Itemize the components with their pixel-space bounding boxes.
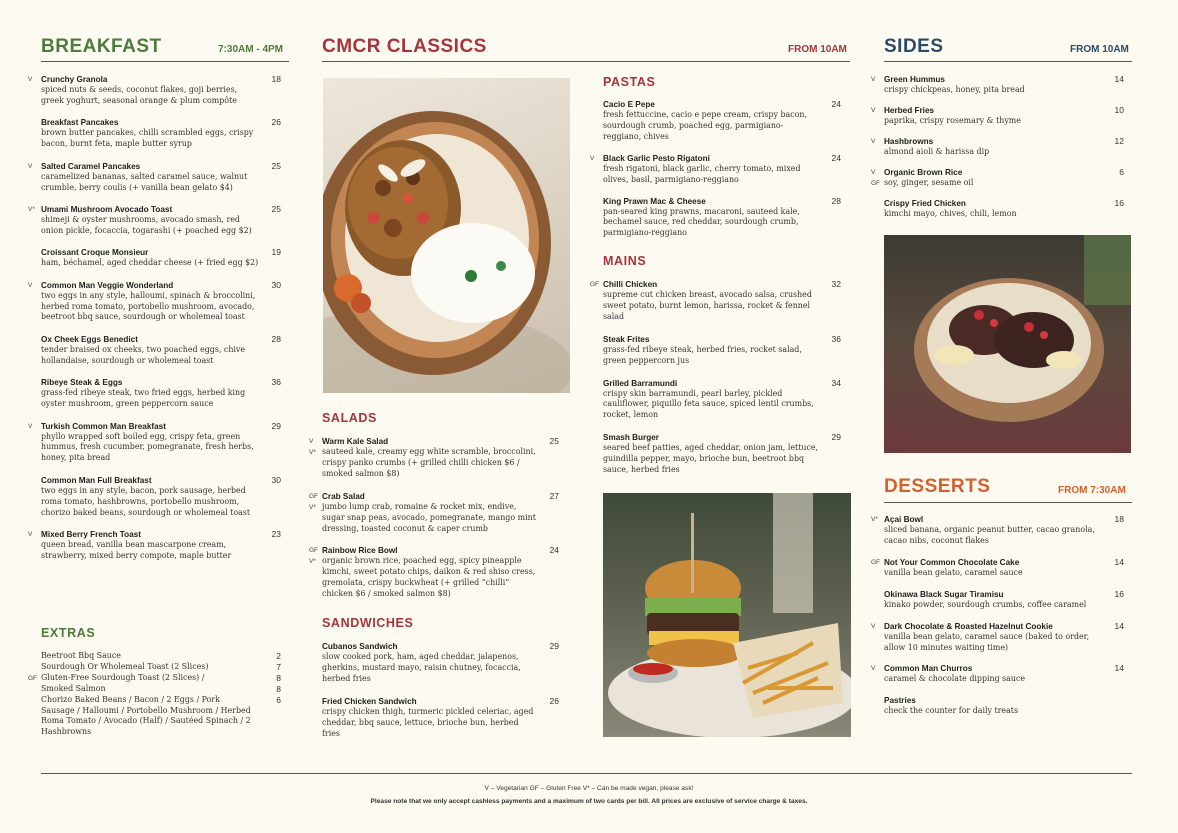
item-price: 14 <box>1114 620 1124 631</box>
legend-text: V – Vegetarian GF – Gluten Free V* – Can be made vegan, please ask! <box>484 785 694 792</box>
dietary-tag: GF <box>871 179 881 187</box>
dietary-tag: V <box>871 106 876 114</box>
extras-price: 2 <box>276 651 281 661</box>
sandwiches-title: SANDWICHES <box>322 616 414 630</box>
item-description: pan-seared king prawns, macaroni, sauteed kale, bechamel sauce, red cheddar, sourdough crumb, parmigiano-reggiano <box>603 206 800 238</box>
item-name: Steak Frites <box>603 334 650 344</box>
menu-item <box>590 152 841 186</box>
item-description: fresh fettuccine, cacio e pepe cream, crispy bacon, sourdough crumb, poached egg, parmigiano-reggiano, chives <box>603 110 807 141</box>
item-name: Mixed Berry French Toast <box>41 529 141 539</box>
dietary-tag: GF <box>309 547 319 555</box>
item-name: Chilli Chicken <box>603 280 658 289</box>
mains-list <box>590 279 841 487</box>
item-price: 28 <box>271 333 281 344</box>
item-name: Dark Chocolate & Roasted Hazelnut Cookie <box>884 621 1053 631</box>
item-description: fresh rigatoni, black garlic, cherry tomato, mixed olives, basil, parmigiano-reggiano <box>603 163 801 184</box>
item-price: 24 <box>831 99 841 109</box>
menu-item <box>28 203 281 237</box>
item-name: Black Garlic Pesto Rigatoni <box>603 153 710 163</box>
item-name: Herbed Fries <box>884 105 935 115</box>
item-description: caramel & chocolate dipping sauce <box>884 674 1026 684</box>
item-description: ham, béchamel, aged cheddar cheese (+ fried egg $2) <box>41 258 259 268</box>
item-price: 24 <box>831 152 841 163</box>
item-description: sauteed kale, creamy egg white scramble, broccolini, crispy panko crumbs (+ grilled chilli chicken $6 / smoked salmon $8) <box>322 447 536 478</box>
item-name: Fried Chicken Sandwich <box>322 696 417 706</box>
extras-row <box>41 662 281 673</box>
desserts-list <box>871 514 1124 727</box>
item-description: jumbo lump crab, romaine & rocket mix, endive, sugar snap peas, avocado, pomegranate, mango mint dressing, toasted coconut & caper crumb <box>322 501 536 533</box>
item-description: kinako powder, sourdough crumbs, coffee caramel <box>884 599 1087 609</box>
extras-row <box>41 684 281 695</box>
menu-item <box>28 420 281 465</box>
footer-rule <box>41 773 1132 774</box>
extras-row <box>41 695 281 739</box>
item-name: Açai Bowl <box>884 515 924 524</box>
dietary-tag: V <box>28 162 33 170</box>
breakfast-list <box>28 74 281 572</box>
item-description: grass-fed ribeye steak, herbed fries, rocket salad, green peppercorn jus <box>603 344 802 365</box>
menu-item <box>28 160 281 194</box>
item-description: tender braised ox cheeks, two poached eggs, chive hollandaise, sourdough or wholemeal toast <box>41 344 246 365</box>
menu-item <box>28 74 281 107</box>
classics-rule <box>322 61 850 62</box>
item-description: vanilla bean gelato, caramel sauce (baked to order, allow 10 minutes waiting time) <box>884 631 1090 652</box>
item-price: 34 <box>831 377 841 388</box>
dietary-tag: V <box>309 438 314 445</box>
item-price: 32 <box>831 279 841 289</box>
item-name: Grilled Barramundi <box>603 378 678 388</box>
item-description: check the counter for daily treats <box>884 706 1019 716</box>
salads-title: SALADS <box>322 411 377 425</box>
item-name: Rainbow Rice Bowl <box>322 546 398 556</box>
menu-item <box>41 334 281 367</box>
item-price: 18 <box>1114 514 1124 524</box>
menu-item <box>884 589 1124 611</box>
item-name: Cubanos Sandwich <box>322 642 398 651</box>
item-name: King Prawn Mac & Cheese <box>603 196 706 206</box>
item-price: 23 <box>271 528 281 539</box>
menu-item <box>603 432 841 476</box>
extras-price: 8 <box>276 672 281 683</box>
item-price: 14 <box>1114 74 1124 84</box>
item-price: 36 <box>831 333 841 344</box>
extras-price: 8 <box>276 683 281 694</box>
item-price: 25 <box>549 436 559 446</box>
item-name: Pastries <box>884 696 916 706</box>
extras-text: Smoked Salmon <box>41 683 106 693</box>
menu-item <box>41 377 281 410</box>
item-name: Green Hummus <box>884 75 945 84</box>
salads-list <box>309 436 559 611</box>
dietary-tag: V* <box>309 558 316 566</box>
item-price: 10 <box>1114 104 1124 115</box>
item-name: Crab Salad <box>322 491 365 501</box>
sandwiches-list <box>322 641 559 750</box>
menu-item <box>41 117 281 150</box>
item-description: crispy chicken thigh, turmeric pickled celeriac, aged cheddar, bbq sauce, lettuce, brioche bun, herbed fries <box>322 706 534 738</box>
extras-text: Sourdough Or Wholemeal Toast (2 Slices) <box>41 661 209 671</box>
item-description: caramelized bananas, salted caramel sauce, walnut crumble, berry coulis (+ vanilla bean gelato $4) <box>41 171 248 192</box>
dietary-tag: V <box>871 137 876 145</box>
desserts-title: DESSERTS <box>884 476 991 497</box>
footer-note: Please note that we only accept cashless payments and a maximum of two cards per bill. All prices are exclusive of service charge & taxes. <box>370 798 808 805</box>
sides-hours: FROM 10AM <box>1070 44 1129 55</box>
menu-item <box>309 545 559 600</box>
item-description: paprika, crispy rosemary & thyme <box>884 115 1021 125</box>
item-name: Crispy Fried Chicken <box>884 198 966 208</box>
menu-item <box>871 135 1124 158</box>
item-price: 26 <box>271 117 281 128</box>
item-price: 25 <box>271 203 281 214</box>
extras-title: EXTRAS <box>41 626 96 640</box>
extras-text: Chorizo Baked Beans / Bacon / 2 Eggs / Pork Sausage / Halloumi / Portobello Mushroom / Herbed Roma Tomato / Avocado (Half) / Sautéed Spinach / 2 Hashbrowns <box>41 694 251 737</box>
item-price: 6 <box>1119 166 1124 177</box>
menu-item <box>871 166 1124 189</box>
item-price: 28 <box>831 195 841 206</box>
desserts-rule <box>884 502 1132 503</box>
sides-title: SIDES <box>884 36 944 57</box>
item-price: 16 <box>1114 197 1124 208</box>
menu-item <box>309 436 559 480</box>
item-price: 29 <box>549 641 559 651</box>
item-description: supreme cut chicken breast, avocado salsa, crushed sweet potato, burnt lemon, harissa, rocket & fennel salad <box>603 290 812 321</box>
item-description: soy, ginger, sesame oil <box>884 177 974 187</box>
item-description: shimeji & oyster mushrooms, avocado smash, red onion pickle, focaccia, togarashi (+ poached egg $2) <box>41 214 252 235</box>
item-name: Common Man Full Breakfast <box>41 475 152 485</box>
dietary-tag: V <box>28 281 33 289</box>
sides-rule <box>884 61 1132 62</box>
extras-list <box>28 651 281 738</box>
item-name: Cacio E Pepe <box>603 100 655 109</box>
dietary-tag: V <box>871 622 876 630</box>
dietary-tag: V* <box>871 516 878 523</box>
menu-item <box>884 198 1124 220</box>
extras-text: Beetroot Bbq Sauce <box>41 651 121 660</box>
item-name: Organic Brown Rice <box>884 167 963 177</box>
menu-item <box>871 663 1124 685</box>
dietary-tag: V <box>28 76 33 83</box>
item-name: Common Man Churros <box>884 664 973 674</box>
item-name: Not Your Common Chocolate Cake <box>884 557 1020 567</box>
menu-item <box>322 641 559 685</box>
item-description: organic brown rice, poached egg, spicy pineapple kimchi, sweet potato chips, daikon & red shiso cress, gremolata, crispy buckwheat (+ grilled “chilli” chicken $6 / smoked salmon $8) <box>322 556 536 599</box>
item-description: vanilla bean gelato, caramel sauce <box>884 567 1023 577</box>
menu-item <box>603 378 841 422</box>
menu-item <box>41 247 281 269</box>
sides-list <box>871 74 1124 229</box>
item-price: 18 <box>271 74 281 84</box>
item-name: Ox Cheek Eggs Benedict <box>41 334 138 344</box>
desserts-hours: FROM 7:30AM <box>1058 485 1126 496</box>
item-description: kimchi mayo, chives, chili, lemon <box>884 208 1017 218</box>
dietary-tag: V <box>871 665 876 673</box>
extras-price: 7 <box>276 661 281 672</box>
dietary-tag: V <box>28 422 33 430</box>
pastas-list <box>590 99 841 249</box>
dietary-tag: V <box>871 76 876 83</box>
item-name: Okinawa Black Sugar Tiramisu <box>884 589 1004 599</box>
item-name: Breakfast Pancakes <box>41 118 119 128</box>
item-description: two eggs in any style, bacon, pork sausage, herbed roma tomato, hashbrowns, portobello mushroom, chorizo baked beans, sourdough or wholemeal toast <box>41 485 251 517</box>
menu-item <box>884 695 1124 717</box>
item-price: 29 <box>831 432 841 443</box>
item-description: slow cooked pork, ham, aged cheddar, jalapenos, gherkins, mustard mayo, raisin chutney, focaccia, herbed fries <box>322 652 521 683</box>
mains-title: MAINS <box>603 254 647 268</box>
menu-item <box>309 490 559 535</box>
classics-hours: FROM 10AM <box>788 44 847 55</box>
item-name: Ribeye Steak & Eggs <box>41 378 123 388</box>
menu-item <box>871 556 1124 579</box>
item-description: queen bread, vanilla bean mascarpone cream, strawberry, mixed berry compote, maple butter <box>41 539 232 560</box>
item-name: Warm Kale Salad <box>322 437 389 446</box>
item-price: 27 <box>549 490 559 501</box>
item-price: 26 <box>549 695 559 706</box>
item-price: 30 <box>271 279 281 290</box>
dietary-tag: V <box>871 168 876 176</box>
item-price: 29 <box>271 420 281 431</box>
item-description: spiced nuts & seeds, coconut flakes, goji berries, greek yoghurt, seasonal orange & plum compôte <box>41 85 238 105</box>
item-price: 36 <box>271 377 281 388</box>
item-description: almond aioli & harissa dip <box>884 146 990 156</box>
item-description: brown butter pancakes, chilli scrambled eggs, crispy bacon, burnt feta, maple butter syrup <box>41 128 254 149</box>
dietary-tag: V* <box>309 503 316 511</box>
item-price: 24 <box>549 545 559 556</box>
item-price: 25 <box>271 160 281 171</box>
menu-item <box>322 696 559 740</box>
item-name: Umami Mushroom Avocado Toast <box>41 204 173 214</box>
menu-item <box>871 104 1124 127</box>
dietary-tag: V <box>28 530 33 538</box>
menu-item <box>41 475 281 519</box>
item-price: 16 <box>1114 588 1124 599</box>
dietary-tag: V* <box>28 205 35 213</box>
item-description: crispy chickpeas, honey, pita bread <box>884 85 1025 94</box>
dietary-tag: GF <box>309 492 319 500</box>
item-description: sliced banana, organic peanut butter, cacao granola, cacao nibs, coconut flakes <box>884 525 1095 545</box>
menu-item <box>603 99 841 143</box>
item-description: seared beef patties, aged cheddar, onion jam, lettuce, guindilla pepper, mayo, brioche bun, beetroot bbq sauce, herbed fries <box>603 443 819 475</box>
extras-row <box>28 672 281 684</box>
menu-item <box>871 514 1124 547</box>
menu-item <box>590 279 841 323</box>
item-description: two eggs in any style, halloumi, spinach & broccolini, herbed roma tomato, portobello mushroom, avocado, beetroot bbq sauce, sourdough or wholemeal toast <box>41 290 256 322</box>
menu-item <box>871 620 1124 654</box>
item-name: Common Man Veggie Wonderland <box>41 280 174 290</box>
extras-row <box>41 651 281 662</box>
item-name: Turkish Common Man Breakfast <box>41 421 166 431</box>
item-price: 30 <box>271 474 281 485</box>
menu-item <box>28 279 281 324</box>
acai-bowl-photo <box>884 235 1131 453</box>
item-price: 12 <box>1114 135 1124 146</box>
extras-text: Gluten-Free Sourdough Toast (2 Slices) / <box>41 672 205 682</box>
item-name: Salted Caramel Pancakes <box>41 161 141 171</box>
item-name: Crunchy Granola <box>41 75 108 84</box>
item-description: phyllo wrapped soft boiled egg, crispy feta, green hummus, fresh cucumber, pomegranate, fresh herbs, honey, pita bread <box>41 431 254 463</box>
dietary-tag: GF <box>590 281 600 288</box>
menu-item <box>871 74 1124 96</box>
menu-item <box>28 528 281 562</box>
burger-photo <box>603 493 851 737</box>
item-price: 14 <box>1114 556 1124 567</box>
dietary-tag: GF <box>871 558 881 566</box>
breakfast-rule <box>41 61 289 62</box>
item-price: 14 <box>1114 663 1124 674</box>
dietary-tag: GF <box>28 674 38 682</box>
item-name: Smash Burger <box>603 433 659 443</box>
item-description: crispy skin barramundi, pearl barley, pickled cauliflower, piquillo feta sauce, spiced lentil crumbs, rocket, lemon <box>603 388 814 420</box>
item-name: Croissant Croque Monsieur <box>41 248 149 258</box>
pastas-title: PASTAS <box>603 75 656 89</box>
dietary-tag: V <box>590 154 595 162</box>
classics-title: CMCR CLASSICS <box>322 36 487 57</box>
granola-bowl-photo <box>323 78 570 393</box>
breakfast-hours: 7:30AM - 4PM <box>218 44 284 55</box>
item-price: 19 <box>271 247 281 258</box>
menu-item <box>603 196 841 240</box>
menu-item <box>603 334 841 367</box>
breakfast-title: BREAKFAST <box>41 36 162 57</box>
extras-price: 6 <box>276 694 281 705</box>
item-name: Hashbrowns <box>884 136 934 146</box>
item-description: grass-fed ribeye steak, two fried eggs, herbed king oyster mushroom, green peppercorn sauce <box>41 388 246 409</box>
dietary-tag: V* <box>309 449 316 456</box>
